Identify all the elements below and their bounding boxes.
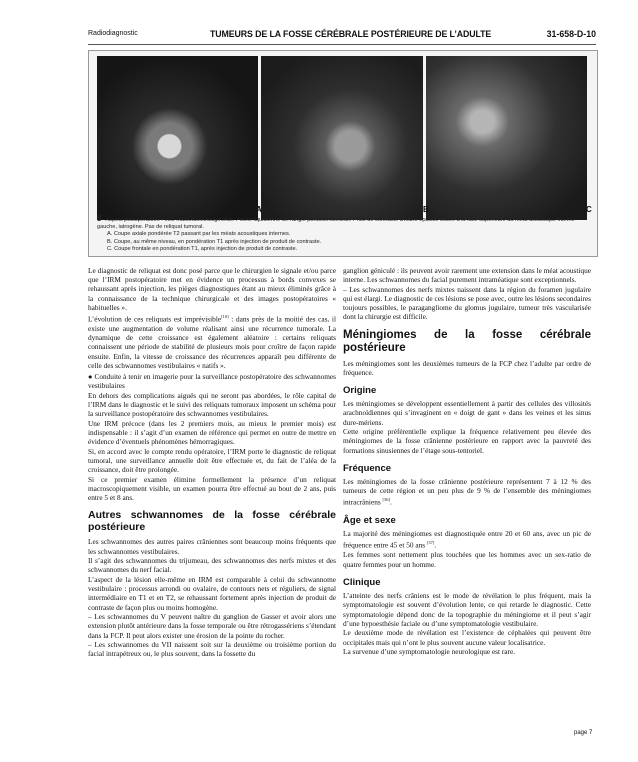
text: La majorité des méningiomes est diagnostiquée entre 20 et 60 ans, avec un pic de fréquence entre 45 et 50 ans xyxy=(343,529,591,550)
section-heading: Méningiomes de la fosse cérébrale postérieure xyxy=(343,328,591,354)
figure-8 xyxy=(88,50,598,257)
paragraph: Le diagnostic de reliquat est donc posé parce que le chirurgien le signale et/ou parce que l’IRM postopératoire met en évidence un processus à bords convexes se rehaussant après injection, les pièges diagnostiques étant au mieux éliminés grâce à la connaissance de la technique chirurgicale et des images postopératoires « habituelles ». xyxy=(88,266,336,312)
paragraph: Le deuxième mode de révélation est l’existence de céphalées qui peuvent être occipitales mais qui n’ont le plus souvent aucune valeur localisatrice. xyxy=(343,628,591,647)
subsection-heading: Origine xyxy=(343,385,377,397)
text: . xyxy=(390,497,392,507)
header-title: TUMEURS DE LA FOSSE CÉRÉBRALE POSTÉRIEURE DE L’ADULTE xyxy=(210,29,492,39)
paragraph: Une IRM précoce (dans les 2 premiers mois, au mieux le premier mois) est indispensable : il s’agit d’un examen de référence qui permet en outre de mettre en évidence d’éventuels phénomènes hémorragiques. xyxy=(88,418,336,447)
caption-sub-c: C. Coupe frontale en pondération T1, après injection de produit de contraste. xyxy=(107,245,298,252)
subsection-heading: Âge et sexe xyxy=(343,515,396,527)
figure-label-a: A xyxy=(256,205,262,214)
figure-number: 8 xyxy=(97,214,102,223)
reference: [10] xyxy=(221,314,229,320)
figure-panels xyxy=(97,56,587,226)
caption-sub-b: B. Coupe, au même niveau, en pondération T1 après injection de produit de contraste. xyxy=(107,238,322,245)
text: : dans près de la moitié des cas, il existe une augmentation de volume réalisant ainsi une récurrence tumorale. La dynamique de cette croissance est également aléatoire : certains reliquats connaissent une période de stabilité de plusieurs mois pour croître de façon rapide ensuite. Enfin, la vitesse de croissance des récurrences apparaît peu différente de celle des schwannomes vestibulaires « natifs ». xyxy=(88,314,336,370)
paragraph: Les méningiomes se développent essentiellement à partir des cellules des villosités arachnoïdiennes qui s’invaginent en « doigt de gant » dans les veines et les sinus dure-mériens. xyxy=(343,399,591,427)
paragraph: Si, en accord avec le compte rendu opératoire, l’IRM porte le diagnostic de reliquat tumoral, une surveillance annuelle doit être effectuée et, du fait de l’aléa de la croissance, doit être prolongée. xyxy=(88,446,336,475)
paragraph xyxy=(343,529,591,550)
header-section: Radiodiagnostic xyxy=(88,30,138,37)
paragraph: L’aspect de la lésion elle-même en IRM est comparable à celui du schwannome vestibulaire : processus arrondi ou ovalaire, de contours nets et réguliers, de signal intermédiaire en T1 et en T2, se rehaussant fortement après injection de produit de contraste de façon plus ou moins homogène. xyxy=(88,575,336,612)
paragraph: Si ce premier examen élimine formellement la présence d’un reliquat macroscopiquement visible, un examen pourra être effectué au bout de 2 ans, puis entre 5 et 8 ans. xyxy=(88,474,336,503)
bullet-text: Conduite à tenir en imagerie pour la surveillance postopératoire des schwannomes vestibulaires xyxy=(88,372,336,391)
bullet-icon: ● xyxy=(88,372,95,382)
section-heading: Autres schwannomes de la fosse cérébrale postérieure xyxy=(88,509,336,534)
paragraph: ganglion géniculé : ils peuvent avoir rarement une extension dans le méat acoustique interne. Les schwannomes du facial purement intraméatique sont exceptionnels. xyxy=(343,266,591,285)
paragraph: L’atteinte des nerfs crâniens est le mode de révélation le plus fréquent, mais la symptomatologie est souvent d’évolution lente, ce qui retarde le diagnostic. Cette symptomatologie dépend donc de la topographie du méningiome et il peut s’agir d’une hypoesthésie faciale ou d’une symptomatologie vestibulaire. xyxy=(343,591,591,628)
text: Les méningiomes de la fosse crânienne postérieure représentent 7 à 12 % des tumeurs de cette région et un peu plus de 9 % de l’ensemble des méningiomes intracrâniens xyxy=(343,477,591,507)
text: L’évolution de ces reliquats est imprévisible xyxy=(88,314,222,324)
page-number: page 7 xyxy=(574,730,593,736)
reference: [36] xyxy=(382,497,391,503)
paragraph: Les méningiomes sont les deuxièmes tumeurs de la FCP chez l’adulte par ordre de fréquence. xyxy=(343,358,591,377)
paragraph: Les femmes sont nettement plus touchées que les hommes avec un sex-ratio de quatre femmes pour un homme. xyxy=(343,550,591,569)
paragraph xyxy=(88,312,336,370)
paragraph: Il s’agit des schwannomes du trijumeau, des schwannomes des nerfs mixtes et des schwannomes du nerf facial. xyxy=(88,556,336,575)
subsection-heading: Clinique xyxy=(343,576,381,588)
left-column xyxy=(88,266,336,659)
paragraph: – Les schwannomes du VII naissent soit sur la deuxième ou troisième portion du facial intrapétreux ou, le plus souvent, dans la fossette du xyxy=(88,640,336,659)
subsection-heading: Fréquence xyxy=(343,462,392,474)
figure-image-a xyxy=(97,56,258,220)
paragraph xyxy=(343,477,591,507)
caption-text: Aspect postopératoire : voie mastoïdolétrosigmoïde. Poche liquidienne de l’angle pontocérébelleux. Prise de contraste linéaire épaisse située à la face supérieure du méat acoustique interne gauche, iatrogène. Pas de reliquat tumoral. xyxy=(97,217,575,231)
figure-label-c: C xyxy=(586,205,592,214)
figure-label-b: B xyxy=(423,205,429,214)
figure-image-c xyxy=(426,56,587,220)
header-rule xyxy=(88,44,596,45)
text: . xyxy=(434,540,437,550)
paragraph: Les schwannomes des autres paires crâniennes sont beaucoup moins fréquents que les schwannomes vestibulaires. xyxy=(88,537,336,556)
reference: [37] xyxy=(426,540,435,546)
paragraph: Cette origine préférentielle explique la fréquence relativement peu élevée des méningiomes de la fosse crânienne postérieure en rapport avec la pauvreté des formations sinusiennes de l’étage sous-tentoriel. xyxy=(343,427,591,455)
paragraph: En dehors des complications aiguës qui ne seront pas abordées, le rôle capital de l’IRM dans le diagnostic et le suivi des reliquats tumoraux imposent un schéma pour la surveillance postopératoire des schwannomes vestibulaires. xyxy=(88,390,336,419)
figure-image-b xyxy=(261,56,422,220)
bullet-paragraph xyxy=(88,372,336,390)
paragraph: – Les schwannomes des nerfs mixtes naissent dans la région du foramen jugulaire qui est élargi. Le diagnostic de ces lésions se pose avec, outre les lésions secondaires toujours possibles, le paragangliome du glomus jugulaire, tumeur très vascularisée dont la chirurgie est difficile. xyxy=(343,284,591,322)
figure-caption xyxy=(97,215,589,253)
right-column xyxy=(343,266,591,657)
running-header xyxy=(88,28,596,42)
caption-sub-a: A. Coupe axiale pondérée T2 passant par les méats acoustiques internes. xyxy=(107,231,291,238)
paragraph: – Les schwannomes du V peuvent naître du ganglion de Gasser et avoir alors une extension plutôt antérieure dans la fosse temporale ou être rétrogassériens s’étendant dans la FCP. Il peut alors exister une érosion de la pointe du rocher. xyxy=(88,612,336,640)
paragraph: La survenue d’une symptomatologie neurologique est rare. xyxy=(343,647,516,657)
header-reference: 31-658-D-10 xyxy=(546,29,596,39)
